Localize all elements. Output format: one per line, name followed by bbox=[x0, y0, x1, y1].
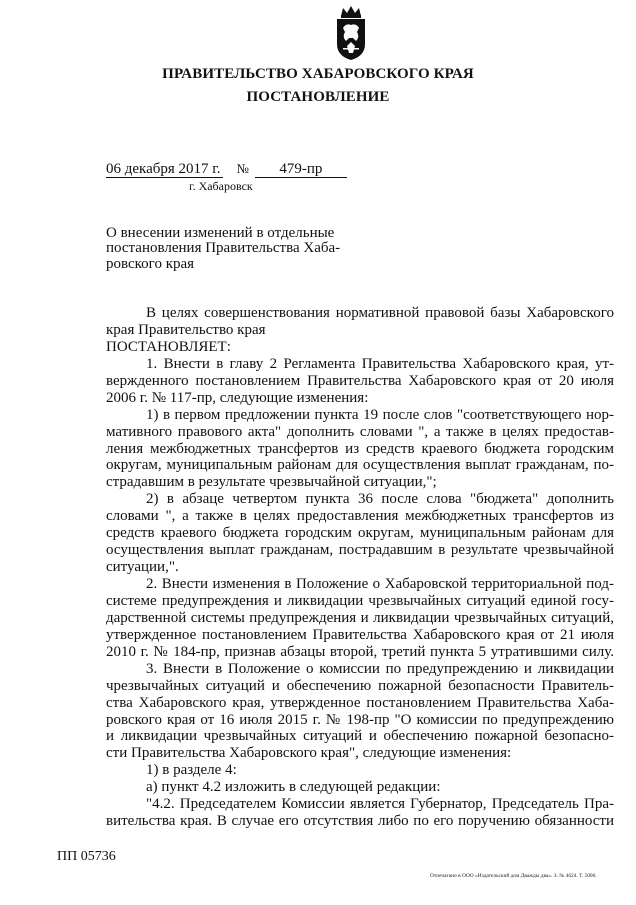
document-body bbox=[106, 305, 614, 830]
body-line: 1) в первом предложении пункта 19 после слов "соответствующего нор- bbox=[146, 406, 614, 423]
body-line: дарственной системы предупреждения и ликвидации чрезвычайных ситуаций, bbox=[106, 609, 614, 626]
body-line: 3. Внести в Положение о комиссии по предупреждению и ликвидации bbox=[146, 660, 614, 677]
number-sign: № bbox=[236, 161, 249, 176]
body-line: вержденного постановлением Правительства Хабаровского края от 20 июля bbox=[106, 372, 614, 389]
body-line: 1. Внести в главу 2 Регламента Правительства Хабаровского края, ут- bbox=[146, 355, 614, 372]
subject-line: постановления Правительства Хаба- bbox=[106, 240, 341, 257]
subject-line: ровского края bbox=[106, 255, 195, 272]
document-number: 479-пр bbox=[255, 162, 347, 178]
body-line: ПОСТАНОВЛЯЕТ: bbox=[106, 338, 231, 355]
document-subject bbox=[106, 226, 340, 272]
government-title: ПРАВИТЕЛЬСТВО ХАБАРОВСКОГО КРАЯ bbox=[162, 66, 474, 82]
body-line: 2) в абзаце четвертом пункта 36 после слова "бюджета" дополнить bbox=[146, 491, 614, 508]
body-line: утвержденное постановлением Правительства Хабаровского края от 21 июля bbox=[106, 626, 614, 643]
document-date: 06 декабря 2017 г. bbox=[106, 161, 221, 177]
body-line: ровского края от 16 июля 2015 г. № 198-пр "О комиссии по предупреждению bbox=[106, 711, 614, 728]
document-type-title: ПОСТАНОВЛЕНИЕ bbox=[246, 89, 390, 105]
coat-of-arms-emblem bbox=[329, 4, 373, 62]
body-line: системе предупреждения и ликвидации чрезвычайных ситуаций единой госу- bbox=[106, 592, 614, 609]
body-line: ления межбюджетных трансфертов из средств краевого бюджета городским bbox=[106, 440, 614, 457]
body-line: а) пункт 4.2 изложить в следующей редакции: bbox=[146, 779, 441, 796]
body-line: В целях совершенствования нормативной правовой базы Хабаровского bbox=[146, 305, 614, 321]
document-city: г. Хабаровск bbox=[189, 179, 253, 193]
body-line: вительства края. В случае его отсутствия либо по его поручению обязанности bbox=[106, 813, 614, 830]
body-line: ства Хабаровского края, утвержденное постановлением Правительства Хаба- bbox=[106, 694, 614, 711]
body-line: края Правительство края bbox=[106, 321, 266, 338]
body-line: словами ", а также в целях предоставления межбюджетных трансфертов из bbox=[106, 508, 614, 525]
subject-line: О внесении изменений в отдельные bbox=[106, 225, 335, 241]
body-line: и ликвидации чрезвычайных ситуаций и обеспечению пожарной безопасно- bbox=[106, 728, 614, 745]
printer-imprint: Отпечатано в ООО «Издательский дом Дважды два». З. № 4624. Т. 5000. bbox=[430, 873, 597, 879]
body-line: средств краевого бюджета городским округам, муниципальным районам для bbox=[106, 525, 614, 542]
body-line: чрезвычайных ситуаций и обеспечению пожарной безопасности Правитель- bbox=[106, 677, 614, 694]
date-number-line bbox=[106, 161, 347, 178]
body-line: осуществления выплат гражданам, пострадавшим в результате чрезвычайной bbox=[106, 542, 614, 559]
body-line: округам, муниципальным районам для осуществления выплат гражданам, по- bbox=[106, 457, 614, 474]
body-line: "4.2. Председателем Комиссии является Губернатор, Председатель Пра- bbox=[146, 796, 614, 813]
body-line: 2. Внести изменения в Положение о Хабаровской территориальной под- bbox=[146, 576, 614, 592]
body-line: 1) в разделе 4: bbox=[146, 762, 237, 779]
body-line: ситуации,". bbox=[106, 559, 179, 576]
body-line: страдавшим в результате чрезвычайной ситуации,"; bbox=[106, 474, 437, 491]
body-line: 2006 г. № 117-пр, следующие изменения: bbox=[106, 389, 369, 406]
body-line: 2010 г. № 184-пр, признав абзацы второй, третий пункта 5 утратившими силу. bbox=[106, 643, 614, 660]
body-line: сти Правительства Хабаровского края", следующие изменения: bbox=[106, 745, 512, 762]
body-line: мативного правового акта" дополнить словами ", а также в целях предостав- bbox=[106, 423, 614, 440]
document-code: ПП 05736 bbox=[57, 849, 116, 864]
